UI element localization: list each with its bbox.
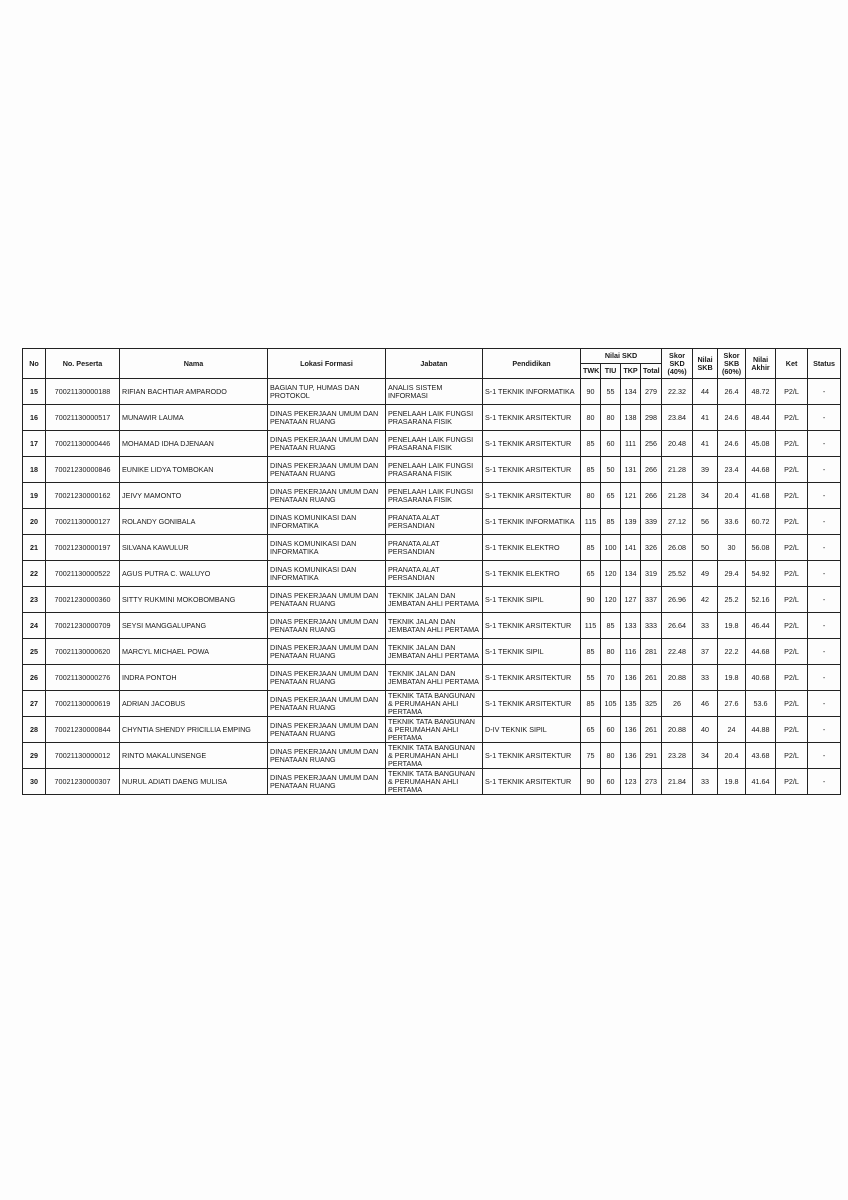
cell-ket: P2/L xyxy=(776,665,808,691)
cell-skor-skb: 23.4 xyxy=(718,457,746,483)
header-ket: Ket xyxy=(776,349,808,379)
cell-skor-skb: 24 xyxy=(718,717,746,743)
cell-skor-skd: 26.08 xyxy=(662,535,693,561)
cell-skor-skb: 19.8 xyxy=(718,613,746,639)
cell-ket: P2/L xyxy=(776,561,808,587)
cell-status: - xyxy=(808,457,841,483)
table-row xyxy=(23,535,841,561)
cell-nilai-skb: 56 xyxy=(693,509,718,535)
cell-tiu: 70 xyxy=(601,665,621,691)
results-table xyxy=(22,348,841,795)
cell-tkp: 123 xyxy=(621,769,641,795)
cell-no-peserta: 70021130000276 xyxy=(46,665,120,691)
cell-skor-skd: 26 xyxy=(662,691,693,717)
cell-nilai-skb: 39 xyxy=(693,457,718,483)
cell-nilai-akhir: 43.68 xyxy=(746,743,776,769)
cell-jabatan: PENELAAH LAIK FUNGSI PRASARANA FISIK xyxy=(386,483,483,509)
cell-tiu: 105 xyxy=(601,691,621,717)
cell-no: 30 xyxy=(23,769,46,795)
cell-nilai-akhir: 44.68 xyxy=(746,457,776,483)
cell-nama: SEYSI MANGGALUPANG xyxy=(120,613,268,639)
cell-tkp: 131 xyxy=(621,457,641,483)
header-pendidikan: Pendidikan xyxy=(483,349,581,379)
cell-jabatan: TEKNIK TATA BANGUNAN & PERUMAHAN AHLI PERTAMA xyxy=(386,691,483,717)
cell-skor-skb: 22.2 xyxy=(718,639,746,665)
cell-tiu: 120 xyxy=(601,561,621,587)
cell-pendidikan: S-1 TEKNIK INFORMATIKA xyxy=(483,509,581,535)
cell-nama: JEIVY MAMONTO xyxy=(120,483,268,509)
cell-lokasi-formasi: DINAS PEKERJAAN UMUM DAN PENATAAN RUANG xyxy=(268,743,386,769)
cell-jabatan: TEKNIK JALAN DAN JEMBATAN AHLI PERTAMA xyxy=(386,639,483,665)
table-row xyxy=(23,509,841,535)
cell-nama: SILVANA KAWULUR xyxy=(120,535,268,561)
cell-no-peserta: 70021230000846 xyxy=(46,457,120,483)
cell-total: 291 xyxy=(641,743,662,769)
cell-skor-skd: 23.84 xyxy=(662,405,693,431)
cell-nilai-akhir: 44.68 xyxy=(746,639,776,665)
cell-skor-skd: 20.88 xyxy=(662,717,693,743)
cell-total: 298 xyxy=(641,405,662,431)
cell-no: 26 xyxy=(23,665,46,691)
cell-tkp: 136 xyxy=(621,717,641,743)
cell-no: 15 xyxy=(23,379,46,405)
table-row xyxy=(23,613,841,639)
cell-skor-skd: 22.48 xyxy=(662,639,693,665)
cell-skor-skb: 19.8 xyxy=(718,769,746,795)
cell-nama: NURUL ADIATI DAENG MULISA xyxy=(120,769,268,795)
cell-skor-skb: 33.6 xyxy=(718,509,746,535)
cell-tkp: 127 xyxy=(621,587,641,613)
table-row xyxy=(23,743,841,769)
cell-tkp: 116 xyxy=(621,639,641,665)
cell-lokasi-formasi: DINAS PEKERJAAN UMUM DAN PENATAAN RUANG xyxy=(268,691,386,717)
cell-jabatan: TEKNIK TATA BANGUNAN & PERUMAHAN AHLI PERTAMA xyxy=(386,717,483,743)
cell-total: 261 xyxy=(641,665,662,691)
cell-nilai-skb: 40 xyxy=(693,717,718,743)
cell-nama: EUNIKE LIDYA TOMBOKAN xyxy=(120,457,268,483)
cell-nilai-akhir: 48.72 xyxy=(746,379,776,405)
cell-tiu: 60 xyxy=(601,769,621,795)
cell-pendidikan: S-1 TEKNIK ARSITEKTUR xyxy=(483,405,581,431)
cell-tkp: 136 xyxy=(621,743,641,769)
table-row xyxy=(23,561,841,587)
cell-total: 279 xyxy=(641,379,662,405)
cell-jabatan: PENELAAH LAIK FUNGSI PRASARANA FISIK xyxy=(386,405,483,431)
header-skor-skd: Skor SKD (40%) xyxy=(662,349,693,379)
cell-status: - xyxy=(808,769,841,795)
cell-twk: 55 xyxy=(581,665,601,691)
cell-lokasi-formasi: DINAS PEKERJAAN UMUM DAN PENATAAN RUANG xyxy=(268,769,386,795)
cell-pendidikan: S-1 TEKNIK ARSITEKTUR xyxy=(483,457,581,483)
cell-no: 17 xyxy=(23,431,46,457)
cell-no-peserta: 70021130000012 xyxy=(46,743,120,769)
cell-nama: ADRIAN JACOBUS xyxy=(120,691,268,717)
cell-no-peserta: 70021130000522 xyxy=(46,561,120,587)
cell-no: 29 xyxy=(23,743,46,769)
cell-skor-skb: 24.6 xyxy=(718,431,746,457)
cell-status: - xyxy=(808,535,841,561)
header-skor-skb: Skor SKB (60%) xyxy=(718,349,746,379)
cell-nilai-skb: 50 xyxy=(693,535,718,561)
cell-no: 19 xyxy=(23,483,46,509)
cell-nilai-skb: 41 xyxy=(693,431,718,457)
header-status: Status xyxy=(808,349,841,379)
cell-tiu: 80 xyxy=(601,743,621,769)
cell-status: - xyxy=(808,613,841,639)
cell-pendidikan: S-1 TEKNIK ARSITEKTUR xyxy=(483,769,581,795)
cell-total: 273 xyxy=(641,769,662,795)
cell-status: - xyxy=(808,691,841,717)
cell-twk: 115 xyxy=(581,509,601,535)
cell-ket: P2/L xyxy=(776,431,808,457)
cell-skor-skb: 26.4 xyxy=(718,379,746,405)
cell-twk: 65 xyxy=(581,561,601,587)
cell-jabatan: PRANATA ALAT PERSANDIAN xyxy=(386,535,483,561)
cell-no-peserta: 70021130000446 xyxy=(46,431,120,457)
table-row xyxy=(23,639,841,665)
cell-nama: RIFIAN BACHTIAR AMPARODO xyxy=(120,379,268,405)
cell-status: - xyxy=(808,743,841,769)
cell-pendidikan: S-1 TEKNIK ELEKTRO xyxy=(483,535,581,561)
cell-lokasi-formasi: BAGIAN TUP, HUMAS DAN PROTOKOL xyxy=(268,379,386,405)
cell-lokasi-formasi: DINAS PEKERJAAN UMUM DAN PENATAAN RUANG xyxy=(268,613,386,639)
cell-jabatan: PENELAAH LAIK FUNGSI PRASARANA FISIK xyxy=(386,457,483,483)
cell-nama: MUNAWIR LAUMA xyxy=(120,405,268,431)
cell-total: 325 xyxy=(641,691,662,717)
cell-pendidikan: S-1 TEKNIK ARSITEKTUR xyxy=(483,691,581,717)
cell-tiu: 85 xyxy=(601,613,621,639)
cell-nama: MARCYL MICHAEL POWA xyxy=(120,639,268,665)
cell-status: - xyxy=(808,431,841,457)
cell-nilai-skb: 49 xyxy=(693,561,718,587)
header-nilai-skb: Nilai SKB xyxy=(693,349,718,379)
cell-tkp: 133 xyxy=(621,613,641,639)
cell-ket: P2/L xyxy=(776,535,808,561)
cell-jabatan: TEKNIK JALAN DAN JEMBATAN AHLI PERTAMA xyxy=(386,587,483,613)
cell-pendidikan: D-IV TEKNIK SIPIL xyxy=(483,717,581,743)
cell-total: 266 xyxy=(641,483,662,509)
table-body xyxy=(23,379,841,795)
cell-ket: P2/L xyxy=(776,639,808,665)
cell-status: - xyxy=(808,639,841,665)
cell-no-peserta: 70021130000619 xyxy=(46,691,120,717)
cell-total: 337 xyxy=(641,587,662,613)
cell-lokasi-formasi: DINAS KOMUNIKASI DAN INFORMATIKA xyxy=(268,509,386,535)
cell-jabatan: TEKNIK JALAN DAN JEMBATAN AHLI PERTAMA xyxy=(386,665,483,691)
cell-no-peserta: 70021230000709 xyxy=(46,613,120,639)
cell-jabatan: TEKNIK TATA BANGUNAN & PERUMAHAN AHLI PERTAMA xyxy=(386,769,483,795)
results-table-container xyxy=(22,348,840,795)
cell-twk: 115 xyxy=(581,613,601,639)
cell-ket: P2/L xyxy=(776,613,808,639)
header-jabatan: Jabatan xyxy=(386,349,483,379)
cell-skor-skd: 22.32 xyxy=(662,379,693,405)
cell-lokasi-formasi: DINAS KOMUNIKASI DAN INFORMATIKA xyxy=(268,561,386,587)
cell-skor-skb: 24.6 xyxy=(718,405,746,431)
cell-nama: AGUS PUTRA C. WALUYO xyxy=(120,561,268,587)
cell-no: 28 xyxy=(23,717,46,743)
cell-total: 326 xyxy=(641,535,662,561)
cell-nilai-akhir: 41.68 xyxy=(746,483,776,509)
cell-status: - xyxy=(808,509,841,535)
cell-skor-skb: 27.6 xyxy=(718,691,746,717)
cell-lokasi-formasi: DINAS PEKERJAAN UMUM DAN PENATAAN RUANG xyxy=(268,405,386,431)
cell-tiu: 55 xyxy=(601,379,621,405)
cell-tiu: 60 xyxy=(601,431,621,457)
cell-no: 18 xyxy=(23,457,46,483)
header-row-1 xyxy=(23,349,841,364)
cell-nilai-skb: 46 xyxy=(693,691,718,717)
cell-skor-skd: 26.64 xyxy=(662,613,693,639)
table-row xyxy=(23,691,841,717)
cell-tiu: 80 xyxy=(601,405,621,431)
cell-pendidikan: S-1 TEKNIK SIPIL xyxy=(483,587,581,613)
cell-nilai-skb: 41 xyxy=(693,405,718,431)
cell-skor-skd: 23.28 xyxy=(662,743,693,769)
cell-tiu: 120 xyxy=(601,587,621,613)
cell-nilai-skb: 34 xyxy=(693,483,718,509)
cell-nilai-akhir: 41.64 xyxy=(746,769,776,795)
cell-twk: 90 xyxy=(581,769,601,795)
cell-skor-skb: 20.4 xyxy=(718,743,746,769)
cell-total: 333 xyxy=(641,613,662,639)
cell-twk: 85 xyxy=(581,457,601,483)
cell-no: 16 xyxy=(23,405,46,431)
cell-no-peserta: 70021230000197 xyxy=(46,535,120,561)
cell-jabatan: ANALIS SISTEM INFORMASI xyxy=(386,379,483,405)
cell-no: 22 xyxy=(23,561,46,587)
cell-skor-skb: 19.8 xyxy=(718,665,746,691)
cell-lokasi-formasi: DINAS PEKERJAAN UMUM DAN PENATAAN RUANG xyxy=(268,717,386,743)
cell-tkp: 121 xyxy=(621,483,641,509)
cell-skor-skd: 20.88 xyxy=(662,665,693,691)
cell-nilai-akhir: 52.16 xyxy=(746,587,776,613)
cell-nilai-akhir: 60.72 xyxy=(746,509,776,535)
cell-tkp: 135 xyxy=(621,691,641,717)
cell-tkp: 136 xyxy=(621,665,641,691)
cell-total: 319 xyxy=(641,561,662,587)
cell-lokasi-formasi: DINAS PEKERJAAN UMUM DAN PENATAAN RUANG xyxy=(268,665,386,691)
cell-tkp: 141 xyxy=(621,535,641,561)
cell-pendidikan: S-1 TEKNIK ELEKTRO xyxy=(483,561,581,587)
cell-twk: 90 xyxy=(581,587,601,613)
cell-tkp: 134 xyxy=(621,379,641,405)
cell-status: - xyxy=(808,665,841,691)
cell-nilai-akhir: 53.6 xyxy=(746,691,776,717)
cell-tiu: 50 xyxy=(601,457,621,483)
cell-no-peserta: 70021130000127 xyxy=(46,509,120,535)
cell-skor-skb: 20.4 xyxy=(718,483,746,509)
cell-no-peserta: 70021130000517 xyxy=(46,405,120,431)
header-total: Total xyxy=(641,364,662,379)
cell-ket: P2/L xyxy=(776,691,808,717)
table-row xyxy=(23,431,841,457)
cell-tiu: 65 xyxy=(601,483,621,509)
table-row xyxy=(23,379,841,405)
cell-total: 261 xyxy=(641,717,662,743)
cell-no: 27 xyxy=(23,691,46,717)
cell-lokasi-formasi: DINAS KOMUNIKASI DAN INFORMATIKA xyxy=(268,535,386,561)
cell-skor-skd: 27.12 xyxy=(662,509,693,535)
cell-twk: 80 xyxy=(581,483,601,509)
cell-lokasi-formasi: DINAS PEKERJAAN UMUM DAN PENATAAN RUANG xyxy=(268,639,386,665)
cell-no-peserta: 70021130000620 xyxy=(46,639,120,665)
cell-jabatan: PRANATA ALAT PERSANDIAN xyxy=(386,509,483,535)
cell-nilai-skb: 42 xyxy=(693,587,718,613)
cell-lokasi-formasi: DINAS PEKERJAAN UMUM DAN PENATAAN RUANG xyxy=(268,431,386,457)
cell-ket: P2/L xyxy=(776,743,808,769)
table-row xyxy=(23,405,841,431)
cell-no: 23 xyxy=(23,587,46,613)
table-row xyxy=(23,769,841,795)
cell-tiu: 100 xyxy=(601,535,621,561)
header-tiu: TIU xyxy=(601,364,621,379)
cell-no: 24 xyxy=(23,613,46,639)
header-lokasi-formasi: Lokasi Formasi xyxy=(268,349,386,379)
cell-pendidikan: S-1 TEKNIK ARSITEKTUR xyxy=(483,665,581,691)
cell-twk: 65 xyxy=(581,717,601,743)
cell-nama: SITTY RUKMINI MOKOBOMBANG xyxy=(120,587,268,613)
cell-nilai-skb: 37 xyxy=(693,639,718,665)
header-nama: Nama xyxy=(120,349,268,379)
cell-nilai-akhir: 46.44 xyxy=(746,613,776,639)
cell-ket: P2/L xyxy=(776,405,808,431)
cell-skor-skb: 29.4 xyxy=(718,561,746,587)
cell-total: 266 xyxy=(641,457,662,483)
cell-lokasi-formasi: DINAS PEKERJAAN UMUM DAN PENATAAN RUANG xyxy=(268,483,386,509)
header-twk: TWK xyxy=(581,364,601,379)
cell-nilai-akhir: 56.08 xyxy=(746,535,776,561)
cell-nilai-akhir: 40.68 xyxy=(746,665,776,691)
cell-twk: 85 xyxy=(581,639,601,665)
cell-status: - xyxy=(808,379,841,405)
cell-nilai-skb: 44 xyxy=(693,379,718,405)
cell-skor-skb: 30 xyxy=(718,535,746,561)
cell-status: - xyxy=(808,483,841,509)
cell-jabatan: TEKNIK JALAN DAN JEMBATAN AHLI PERTAMA xyxy=(386,613,483,639)
cell-skor-skd: 21.84 xyxy=(662,769,693,795)
cell-twk: 85 xyxy=(581,691,601,717)
cell-skor-skd: 21.28 xyxy=(662,457,693,483)
header-nilai-akhir: Nilai Akhir xyxy=(746,349,776,379)
cell-skor-skd: 21.28 xyxy=(662,483,693,509)
cell-jabatan: TEKNIK TATA BANGUNAN & PERUMAHAN AHLI PERTAMA xyxy=(386,743,483,769)
cell-nama: INDRA PONTOH xyxy=(120,665,268,691)
cell-skor-skb: 25.2 xyxy=(718,587,746,613)
cell-no-peserta: 70021230000162 xyxy=(46,483,120,509)
cell-tkp: 111 xyxy=(621,431,641,457)
cell-tkp: 138 xyxy=(621,405,641,431)
header-tkp: TKP xyxy=(621,364,641,379)
cell-tkp: 134 xyxy=(621,561,641,587)
table-row xyxy=(23,457,841,483)
cell-status: - xyxy=(808,405,841,431)
cell-ket: P2/L xyxy=(776,457,808,483)
cell-pendidikan: S-1 TEKNIK ARSITEKTUR xyxy=(483,483,581,509)
cell-total: 339 xyxy=(641,509,662,535)
cell-no-peserta: 70021230000307 xyxy=(46,769,120,795)
cell-pendidikan: S-1 TEKNIK INFORMATIKA xyxy=(483,379,581,405)
cell-twk: 85 xyxy=(581,431,601,457)
cell-ket: P2/L xyxy=(776,717,808,743)
cell-skor-skd: 26.96 xyxy=(662,587,693,613)
cell-nilai-akhir: 45.08 xyxy=(746,431,776,457)
cell-nilai-akhir: 44.88 xyxy=(746,717,776,743)
cell-ket: P2/L xyxy=(776,769,808,795)
cell-twk: 75 xyxy=(581,743,601,769)
table-row xyxy=(23,665,841,691)
cell-nilai-akhir: 48.44 xyxy=(746,405,776,431)
cell-ket: P2/L xyxy=(776,587,808,613)
cell-nilai-skb: 33 xyxy=(693,769,718,795)
header-no: No xyxy=(23,349,46,379)
table-row xyxy=(23,717,841,743)
cell-nilai-skb: 33 xyxy=(693,613,718,639)
cell-nilai-akhir: 54.92 xyxy=(746,561,776,587)
table-header xyxy=(23,349,841,379)
cell-nilai-skb: 34 xyxy=(693,743,718,769)
cell-ket: P2/L xyxy=(776,509,808,535)
cell-ket: P2/L xyxy=(776,483,808,509)
cell-no: 21 xyxy=(23,535,46,561)
cell-tiu: 85 xyxy=(601,509,621,535)
cell-lokasi-formasi: DINAS PEKERJAAN UMUM DAN PENATAAN RUANG xyxy=(268,587,386,613)
cell-twk: 90 xyxy=(581,379,601,405)
cell-nilai-skb: 33 xyxy=(693,665,718,691)
cell-nama: CHYNTIA SHENDY PRICILLIA EMPING xyxy=(120,717,268,743)
cell-jabatan: PRANATA ALAT PERSANDIAN xyxy=(386,561,483,587)
cell-total: 281 xyxy=(641,639,662,665)
cell-pendidikan: S-1 TEKNIK SIPIL xyxy=(483,639,581,665)
cell-ket: P2/L xyxy=(776,379,808,405)
cell-status: - xyxy=(808,561,841,587)
header-no-peserta: No. Peserta xyxy=(46,349,120,379)
cell-no-peserta: 70021230000844 xyxy=(46,717,120,743)
table-row xyxy=(23,483,841,509)
cell-twk: 85 xyxy=(581,535,601,561)
cell-total: 256 xyxy=(641,431,662,457)
cell-lokasi-formasi: DINAS PEKERJAAN UMUM DAN PENATAAN RUANG xyxy=(268,457,386,483)
cell-nama: ROLANDY GONIBALA xyxy=(120,509,268,535)
cell-nama: RINTO MAKALUNSENGE xyxy=(120,743,268,769)
cell-tiu: 80 xyxy=(601,639,621,665)
cell-twk: 80 xyxy=(581,405,601,431)
cell-no-peserta: 70021230000360 xyxy=(46,587,120,613)
cell-no: 20 xyxy=(23,509,46,535)
header-nilai-skd: Nilai SKD xyxy=(581,349,662,364)
cell-skor-skd: 25.52 xyxy=(662,561,693,587)
table-row xyxy=(23,587,841,613)
cell-pendidikan: S-1 TEKNIK ARSITEKTUR xyxy=(483,431,581,457)
cell-status: - xyxy=(808,587,841,613)
cell-no: 25 xyxy=(23,639,46,665)
cell-jabatan: PENELAAH LAIK FUNGSI PRASARANA FISIK xyxy=(386,431,483,457)
cell-skor-skd: 20.48 xyxy=(662,431,693,457)
cell-no-peserta: 70021130000188 xyxy=(46,379,120,405)
cell-pendidikan: S-1 TEKNIK ARSITEKTUR xyxy=(483,743,581,769)
cell-tkp: 139 xyxy=(621,509,641,535)
cell-nama: MOHAMAD IDHA DJENAAN xyxy=(120,431,268,457)
cell-pendidikan: S-1 TEKNIK ARSITEKTUR xyxy=(483,613,581,639)
cell-tiu: 60 xyxy=(601,717,621,743)
cell-status: - xyxy=(808,717,841,743)
